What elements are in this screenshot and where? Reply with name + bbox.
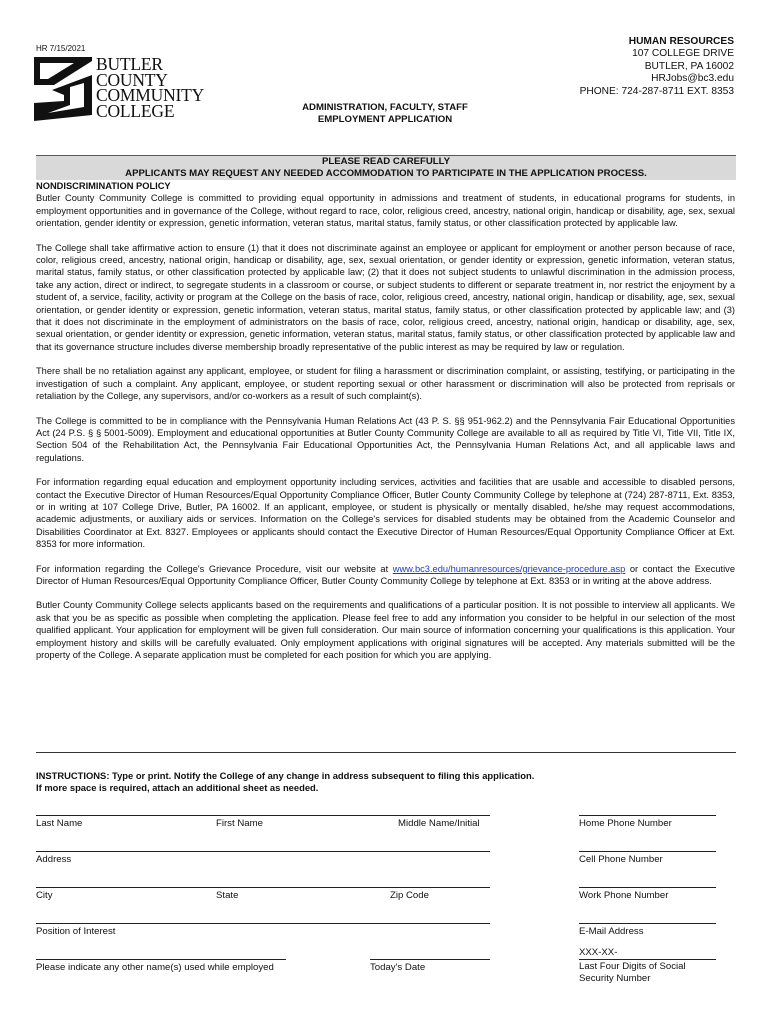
name-field-line[interactable] xyxy=(36,815,490,816)
ssn-label-line-2: Security Number xyxy=(579,972,651,984)
logo-line-2: COUNTY xyxy=(96,69,168,90)
logo-line-3: COMMUNITY xyxy=(96,85,205,105)
title-line-1: ADMINISTRATION, FACULTY, STAFF xyxy=(302,102,468,113)
other-names-label: Please indicate any other name(s) used while employed xyxy=(36,962,274,973)
todays-date-field-line[interactable] xyxy=(370,959,490,960)
ssn-prefix: XXX-XX- xyxy=(579,947,618,958)
home-phone-label: Home Phone Number xyxy=(579,818,672,829)
nondiscrimination-policy xyxy=(36,180,735,673)
policy-paragraph-5: For information regarding equal education and employment opportunity including services, activities and facilities that are usable and accessible to disabled persons, contact the Executive Director of Human Resources/Equal Opportunity Compliance Officer, Butler County Community College by telephone at (724) 287-8711, Ext. 8353, or in writing at 107 College Drive, Butler, PA 16002. If an applicant, employee, or student is physically or mentally disabled, he/she may request accommodations, academic adjustments, or auxiliary aids or services. Information on the College's services for disabled students may be obtained from the Academic Counselor and Disabilities Coordinator at Ext. 8327. Employees or applicants should contact the Executive Director of Human Resources/Equal Opportunity Compliance Officer at Ext. 8353 for more information. xyxy=(36,477,735,550)
policy-paragraph-1: Butler County Community College is committed to providing equal opportunity in admissions and treatment of students, in educational programs for students, in employment opportunities and in governance of the College, without regard to race, color, religious creed, ancestry, national origin, handicap or disability, age, sex, sexual orientation, gender identity or expression, genetic information, veteran status, marital status, family status, or other classification protected by applicable law. xyxy=(36,193,735,229)
hr-address-line2: BUTLER, PA 16002 xyxy=(644,60,734,72)
policy-paragraph-6 xyxy=(36,563,735,588)
banner-line-1: PLEASE READ CAREFULLY xyxy=(321,156,451,167)
zip-code-label: Zip Code xyxy=(390,890,429,901)
hr-phone: PHONE: 724-287-8711 EXT. 8353 xyxy=(579,85,734,97)
page-title xyxy=(230,102,540,127)
ssn-label-line-1: Last Four Digits of Social xyxy=(579,961,686,972)
middle-name-label: Middle Name/Initial xyxy=(398,818,480,829)
hr-dept: HUMAN RESOURCES xyxy=(628,36,734,47)
logo-mark-icon xyxy=(34,57,92,121)
work-phone-field-line[interactable] xyxy=(579,887,716,888)
email-label: E-Mail Address xyxy=(579,926,644,937)
todays-date-label: Today's Date xyxy=(370,962,426,973)
hr-address-line1: 107 COLLEGE DRIVE xyxy=(632,48,734,60)
section-divider xyxy=(36,752,736,753)
state-label: State xyxy=(216,890,239,901)
hr-contact-block xyxy=(580,36,734,98)
address-label: Address xyxy=(36,854,72,865)
city-state-zip-field-line[interactable] xyxy=(36,887,490,888)
first-name-label: First Name xyxy=(216,818,263,829)
instructions xyxy=(36,770,534,795)
policy-paragraph-4: The College is committed to be in compliance with the Pennsylvania Human Relations Act (43 P. S. §§ 951-962.2) and the Pennsylvania Fair Educational Opportunities Act (24 P.S. § § 5001-5009). Employment and educational opportunities at Butler County Community College are available to all as required by Title VI, Title VII, Title IX, Section 504 of the Rehabilitation Act, the Pennsylvania Fair Educational Opportunities Act, the Pennsylvania Human Relations Act, and all applicable laws and regulations. xyxy=(36,415,735,463)
grievance-text-after: or contact the Executive Director of Human Resources/Equal Opportunity Compliance Officer, Butler County Community College by telephone at Ext. 8353 or in writing at the above address. xyxy=(36,563,735,586)
grievance-procedure-link[interactable]: www.bc3.edu/humanresources/grievance-procedure.asp xyxy=(392,563,626,574)
other-names-field-line[interactable] xyxy=(36,959,286,960)
form-code: HR 7/15/2021 xyxy=(36,44,86,53)
last-name-label: Last Name xyxy=(36,818,83,829)
logo-wordmark xyxy=(96,54,205,121)
home-phone-field-line[interactable] xyxy=(579,815,716,816)
banner-line-2: APPLICANTS MAY REQUEST ANY NEEDED ACCOMMODATION TO PARTICIPATE IN THE APPLICATION PROCESS. xyxy=(125,168,647,179)
position-label: Position of Interest xyxy=(36,926,116,937)
policy-paragraph-3: There shall be no retaliation against any applicant, employee, or student for filing a harassment or discrimination complaint, or assisting, testifying, or participating in the investigation of such a complaint. Any applicant, employee, or student reporting sexual or other harassment or discrimination will also be protected from reprisals or retaliation by the College, any supervisors, and/or co-workers as a result of such complaint(s). xyxy=(36,366,735,402)
city-label: City xyxy=(36,890,53,901)
cell-phone-label: Cell Phone Number xyxy=(579,854,663,865)
email-field-line[interactable] xyxy=(579,923,716,924)
ssn-label xyxy=(579,961,686,984)
logo-line-4: COLLEGE xyxy=(96,100,175,121)
instructions-line-2: If more space is required, attach an additional sheet as needed. xyxy=(36,782,319,794)
position-field-line[interactable] xyxy=(36,923,490,924)
college-logo xyxy=(34,54,224,123)
grievance-text-before: For information regarding the College's Grievance Procedure, visit our website at xyxy=(36,563,393,574)
policy-heading: NONDISCRIMINATION POLICY xyxy=(36,181,171,191)
work-phone-label: Work Phone Number xyxy=(579,890,669,901)
cell-phone-field-line[interactable] xyxy=(579,851,716,852)
logo-line-1: BUTLER xyxy=(96,54,163,74)
instructions-line-1: INSTRUCTIONS: Type or print. Notify the College of any change in address subsequent to filing this application. xyxy=(36,770,535,781)
address-field-line[interactable] xyxy=(36,851,490,852)
notice-banner xyxy=(36,155,736,180)
ssn-field-line[interactable] xyxy=(579,959,716,960)
hr-email: HRJobs@bc3.edu xyxy=(651,73,734,85)
policy-paragraph-7: Butler County Community College selects applicants based on the requirements and qualifications of a particular position. It is not possible to interview all applicants. We ask that you be as specific as possible when completing the application. Please feel free to add any information you consider to be helpful in our selection of the most qualified applicant. Your application for employment will be given full consideration. Our main source of information concerning your qualifications is this application. Your employment history and skills will be carefully evaluated. Only employment applications with original signatures will be accepted. Any materials submitted will be the property of the College. A separate application must be completed for each position for which you are applying. xyxy=(36,600,735,660)
policy-paragraph-2: The College shall take affirmative action to ensure (1) that it does not discriminate against an employee or applicant for employment or another person because of race, color, religious creed, ancestry, national origin, handicap or disability, age, sex, sexual orientation, or gender identity or expression, genetic information, veteran status, marital status, family status, or other classification protected by applicable law; (2) that it does not subject students to unlawful discrimination in the admission process, take any action, direct or indirect, to segregate students in a classroom or course, or subject students to different or separate treatment in, nor restrict the enjoyment by a student of, a service, facility, activity or program at the College on the basis of race, color, religious creed, ancestry, national origin, handicap or disability, age, sex, sexual orientation, or gender identity or expression, genetic information, veteran status, marital status, family status, or other classification protected by applicable law; and (3) that it does not discriminate in the employment of administrators on the basis of race, color, religious creed, ancestry, national origin, handicap or disability, age, sex, sexual orientation, or gender identity or expression, genetic information, veteran status, marital status, family status, or other classification protected by applicable law and that its governance structure includes diverse membership broadly representative of the public interest as may be required by law or regulation. xyxy=(36,242,735,352)
title-line-2: EMPLOYMENT APPLICATION xyxy=(317,114,453,126)
